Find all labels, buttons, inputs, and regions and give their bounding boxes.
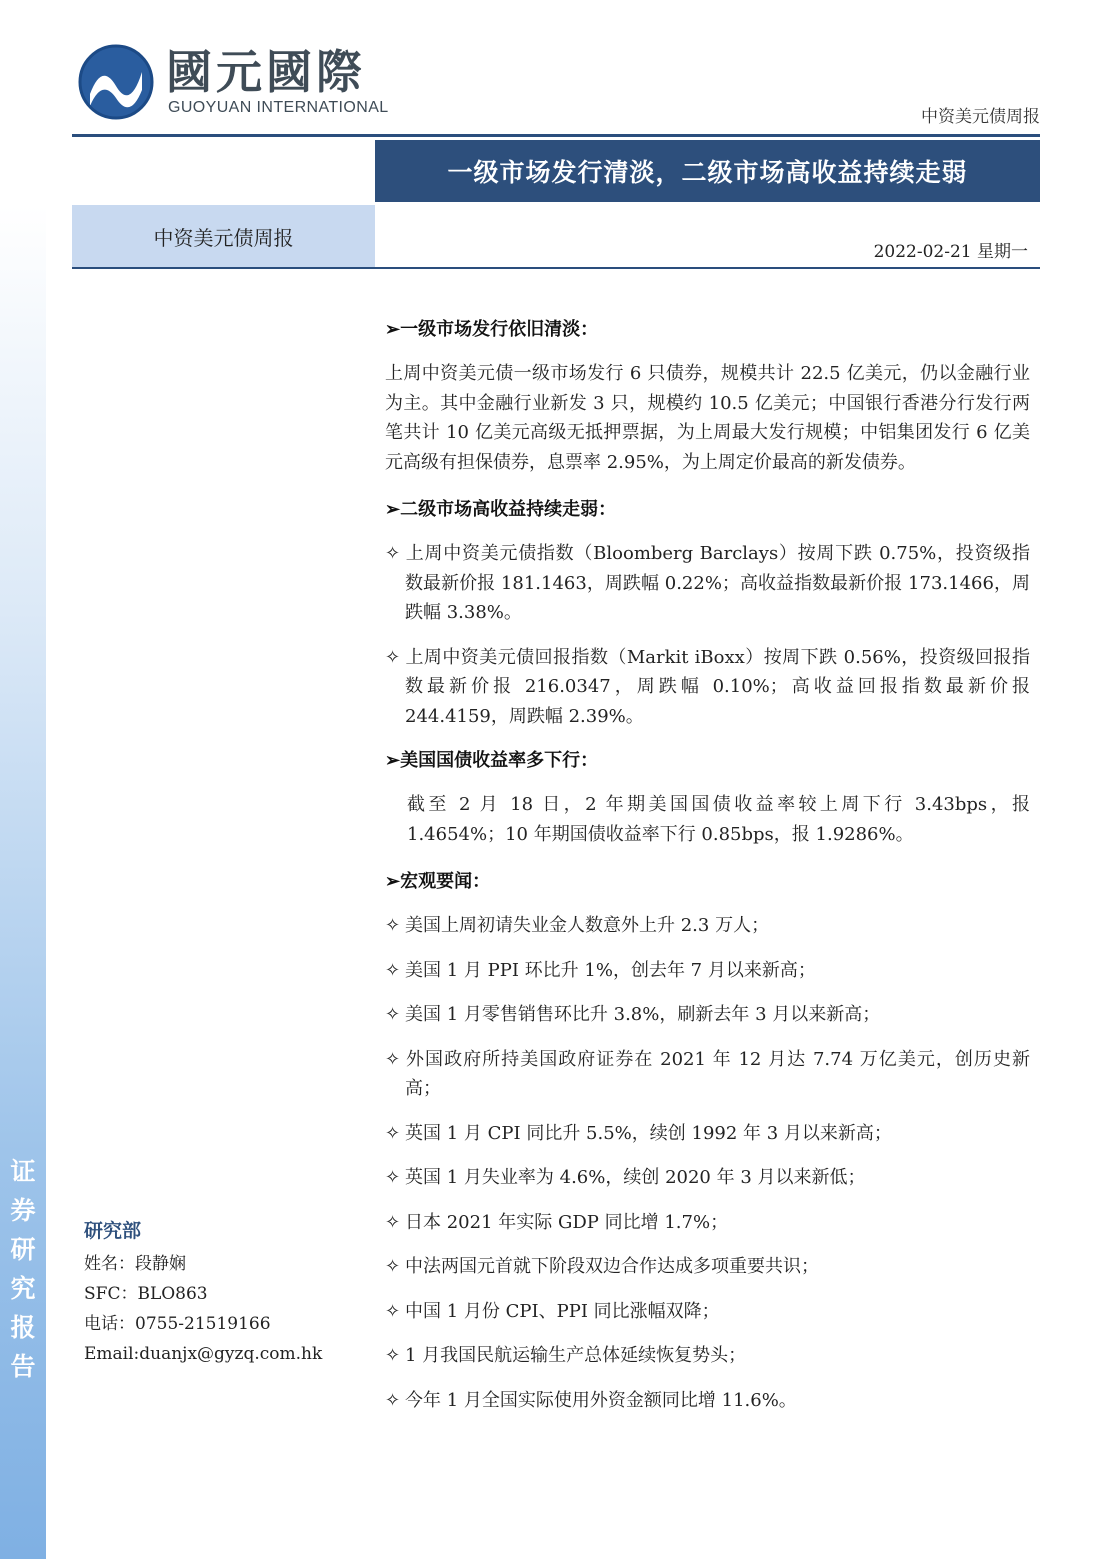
- section-title: ➢美国国债收益率多下行：: [385, 750, 599, 771]
- analyst-sfc: SFC：BLO863: [84, 1284, 208, 1304]
- analyst-email[interactable]: Email:duanjx@gyzq.com.hk: [84, 1344, 323, 1364]
- bullet-item: ✧ 日本 2021 年实际 GDP 同比增 1.7%；: [385, 1211, 729, 1233]
- bullet-item: ✧ 今年 1 月全国实际使用外资金额同比增 11.6%。: [385, 1389, 797, 1411]
- bullet-item: ✧ 上周中资美元债回报指数（Markit iBoxx）按周下跌 0.56%，投资级回报指数最新价报 216.0347，周跌幅 0.10%；高收益回报指数最新价报 244.4159，周跌幅 2.39%。: [385, 646, 1030, 727]
- report-category: 中资美元债周报: [72, 205, 375, 268]
- bullet-item: ✧ 美国 1 月 PPI 环比升 1%，创去年 7 月以来新高；: [385, 959, 816, 981]
- section-paragraph: 截至 2 月 18 日，2 年期美国国债收益率较上周下行 3.43bps，报 1.4654%；10 年期国债收益率下行 0.85bps，报 1.9286%。: [407, 794, 1030, 845]
- section-paragraph: 上周中资美元债一级市场发行 6 只债券，规模共计 22.5 亿美元，仍以金融行业为主。其中金融行业新发 3 只，规模约 10.5 亿美元；中国银行香港分行发行两笔共计 10 亿美元高级无抵押票据，为上周最大发行规模；中铝集团发行 6 亿美元高级有担保债券，息票率 2.95%，为上周定价最高的新发债券。: [385, 363, 1030, 473]
- bullet-item: ✧ 英国 1 月失业率为 4.6%，续创 2020 年 3 月以来新低；: [385, 1167, 866, 1188]
- header-rule: [72, 134, 1040, 137]
- bullet-item: ✧ 中法两国元首就下阶段双边合作达成多项重要共识；: [385, 1256, 819, 1277]
- bullet-item: ✧ 英国 1 月 CPI 同比升 5.5%，续创 1992 年 3 月以来新高；: [385, 1122, 892, 1144]
- bullet-item: ✧ 美国上周初请失业金人数意外上升 2.3 万人；: [385, 915, 770, 936]
- header-bottom-rule: [72, 267, 1040, 269]
- bullet-item: ✧ 1 月我国民航运输生产总体延续恢复势头；: [385, 1345, 747, 1366]
- section-title: ➢二级市场高收益持续走弱：: [385, 499, 617, 520]
- brand-name-cn: 國元國際: [166, 45, 366, 99]
- bullet-item: ✧ 中国 1 月份 CPI、PPI 同比涨幅双降；: [385, 1300, 720, 1322]
- brand-name-en: GUOYUAN INTERNATIONAL: [168, 99, 389, 116]
- guoyuan-logo-icon: [76, 42, 156, 122]
- bullet-item: ✧ 上周中资美元债指数（Bloomberg Barclays）按周下跌 0.75%，投资级指数最新价报 181.1463，周跌幅 0.22%；高收益指数最新价报 173.1466，周跌幅 3.38%。: [385, 543, 1030, 623]
- analyst-contact: [84, 1216, 322, 1369]
- section-title: ➢宏观要闻：: [385, 871, 491, 892]
- vertical-report-label: 证券研究报告: [10, 1157, 36, 1381]
- analyst-phone: 电话：0755-21519166: [84, 1314, 271, 1334]
- report-title: 一级市场发行清淡，二级市场高收益持续走弱: [375, 140, 1040, 202]
- report-date: 2022-02-21 星期一: [873, 242, 1028, 262]
- report-body: [385, 315, 1030, 1430]
- section-title: ➢一级市场发行依旧清淡：: [385, 319, 599, 340]
- bullet-item: ✧ 美国 1 月零售销售环比升 3.8%，刷新去年 3 月以来新高；: [385, 1004, 881, 1025]
- department-label: 研究部: [84, 1220, 142, 1242]
- bullet-item: ✧ 外国政府所持美国政府证券在 2021 年 12 月达 7.74 万亿美元，创历史新高；: [385, 1048, 1030, 1099]
- report-series-tag: 中资美元债周报: [921, 107, 1040, 127]
- analyst-name: 姓名：段静娴: [84, 1254, 186, 1274]
